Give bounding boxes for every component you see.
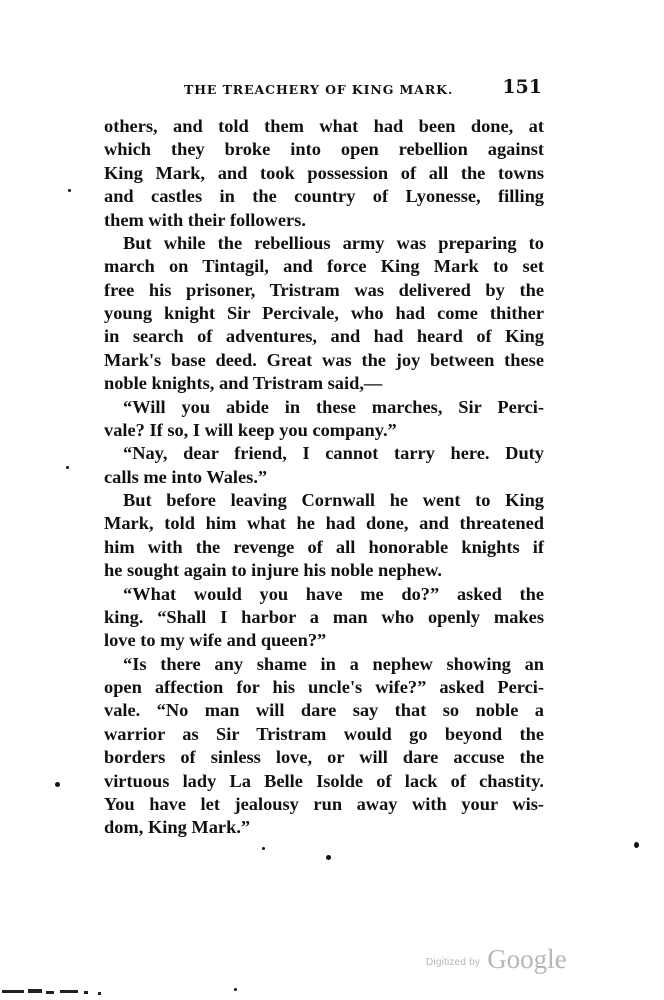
text-line: King Mark, and took possession of all the towns xyxy=(104,162,544,183)
text-line: he sought again to injure his noble nephew. xyxy=(104,560,442,581)
text-line: But while the rebellious army was preparing to xyxy=(123,232,544,253)
text-line: march on Tintagil, and force King Mark to set xyxy=(104,256,544,277)
page-header xyxy=(104,74,552,104)
running-title: THE TREACHERY OF KING MARK. xyxy=(184,82,454,97)
text-line: which they broke into open rebellion against xyxy=(104,139,544,160)
text-line: others, and told them what had been done, at xyxy=(104,116,544,136)
text-line: free his prisoner, Tristram was delivered by the xyxy=(104,279,544,300)
text-line: calls me into Wales.” xyxy=(104,466,268,487)
print-speck xyxy=(634,842,639,848)
watermark-prefix: Digitized by xyxy=(426,957,481,968)
text-line: in search of adventures, and had heard of King xyxy=(104,326,544,347)
text-line: dom, King Mark.” xyxy=(104,817,251,838)
print-speck xyxy=(262,847,265,850)
google-watermark xyxy=(426,944,567,975)
print-speck xyxy=(66,466,69,469)
text-line: “Nay, dear friend, I cannot tarry here. Duty xyxy=(123,443,544,464)
text-line: and castles in the country of Lyonesse, filling xyxy=(104,186,544,207)
text-line: “Will you abide in these marches, Sir Perci- xyxy=(123,396,544,417)
google-logo: Google xyxy=(487,944,567,974)
print-speck xyxy=(234,988,237,991)
text-line: noble knights, and Tristram said,— xyxy=(104,373,383,394)
text-line: him with the revenge of all honorable knights if xyxy=(104,536,544,557)
text-line: king. “Shall I harbor a man who openly makes xyxy=(104,606,544,627)
print-speck xyxy=(55,782,60,787)
text-line: borders of sinless love, or will dare accuse the xyxy=(104,747,544,768)
text-line: vale. “No man will dare say that so noble a xyxy=(104,700,544,721)
text-line: warrior as Sir Tristram would go beyond the xyxy=(104,723,544,744)
text-line: But before leaving Cornwall he went to King xyxy=(123,490,544,510)
text-line: young knight Sir Percivale, who had come thither xyxy=(104,303,544,323)
text-line: You have let jealousy run away with your wis- xyxy=(104,793,544,814)
text-line: love to my wife and queen?” xyxy=(104,630,327,651)
text-line: Mark, told him what he had done, and threatened xyxy=(104,513,544,534)
text-line: open affection for his uncle's wife?” asked Perci- xyxy=(104,677,544,697)
print-speck xyxy=(326,855,331,860)
body-text xyxy=(104,115,544,840)
page-number: 151 xyxy=(502,76,542,98)
text-line: “What would you have me do?” asked the xyxy=(123,583,544,604)
print-speck xyxy=(68,189,71,192)
text-line: vale? If so, I will keep you company.” xyxy=(104,419,397,440)
text-line: “Is there any shame in a nephew showing an xyxy=(123,653,544,674)
text-line: them with their followers. xyxy=(104,209,306,230)
text-line: Mark's base deed. Great was the joy between these xyxy=(104,349,544,370)
text-line: virtuous lady La Belle Isolde of lack of chastity. xyxy=(104,770,544,791)
scan-edge-marks xyxy=(2,988,122,996)
